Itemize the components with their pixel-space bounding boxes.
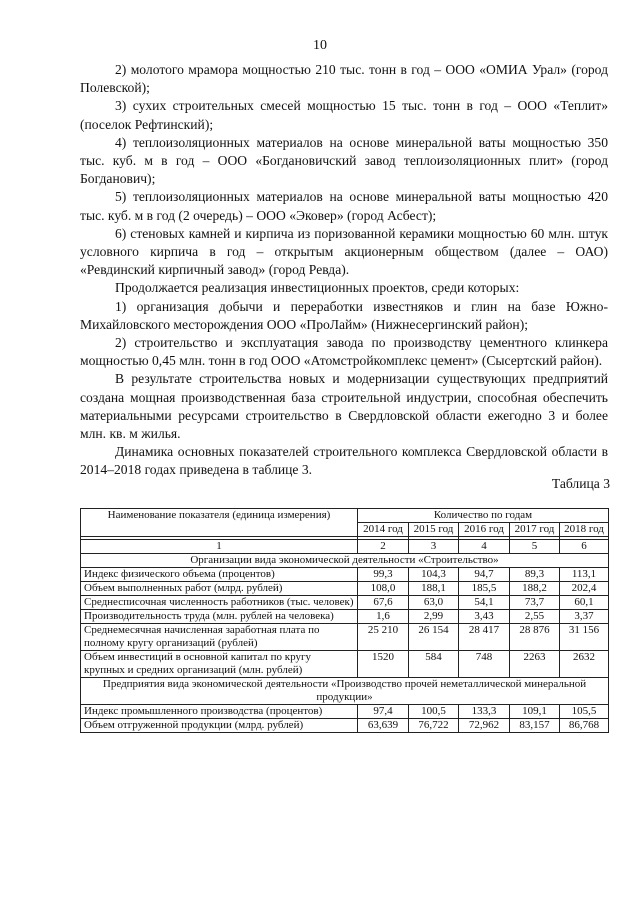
value-cell: 2632 [560,651,609,678]
value-cell: 25 210 [358,624,409,651]
value-cell: 104,3 [409,568,459,582]
value-cell: 108,0 [358,582,409,596]
value-cell: 67,6 [358,596,409,610]
year-cell: 2017 год [510,523,560,537]
paragraph: 2) молотого мрамора мощностью 210 тыс. тонн в год – ООО «ОМИА Урал» (город Полевской); [80,62,608,96]
table-header-row [81,509,609,523]
row-label-cell: Объем инвестиций в основной капитал по кругу крупных и средних организаций (млн. рублей) [81,651,358,678]
column-number-cell: 5 [510,540,560,554]
paragraph: Динамика основных показателей строительного комплекса Свердловской области в 2014–2018 годах приведена в таблице 3. [80,444,608,478]
value-cell: 73,7 [510,596,560,610]
value-cell: 100,5 [409,705,459,719]
value-cell: 3,37 [560,610,609,624]
value-cell: 185,5 [459,582,510,596]
table-row [81,705,609,719]
column-number-cell: 1 [81,540,358,554]
row-label-cell: Объем выполненных работ (млрд. рублей) [81,582,358,596]
value-cell: 584 [409,651,459,678]
section-title-cell: Организации вида экономической деятельности «Строительство» [81,554,609,568]
value-cell: 1520 [358,651,409,678]
body-text [80,61,608,480]
value-cell: 63,639 [358,719,409,733]
value-cell: 2,99 [409,610,459,624]
value-cell: 83,157 [510,719,560,733]
value-cell: 60,1 [560,596,609,610]
value-cell: 202,4 [560,582,609,596]
value-cell: 133,3 [459,705,510,719]
section-title-cell: Предприятия вида экономической деятельности «Производство прочей неметаллической минеральной продукции» [81,678,609,705]
value-cell: 72,962 [459,719,510,733]
paragraph: 1) организация добычи и переработки известняков и глин на базе Южно-Михайловского месторождения ООО «ПроЛайм» (Нижнесергинский район); [80,298,608,332]
table-row [81,568,609,582]
table-row [81,596,609,610]
value-cell: 54,1 [459,596,510,610]
table-column-numbers-row [81,540,609,554]
row-label-cell: Производительность труда (млн. рублей на человека) [81,610,358,624]
value-cell: 76,722 [409,719,459,733]
row-label-cell: Индекс промышленного производства (процентов) [81,705,358,719]
column-number-cell: 6 [560,540,609,554]
column-number-cell: 4 [459,540,510,554]
paragraph: Продолжается реализация инвестиционных проектов, среди которых: [115,280,520,296]
table-caption: Таблица 3 [551,476,610,491]
data-table [80,508,609,733]
value-cell: 28 876 [510,624,560,651]
table-row [81,582,609,596]
value-cell: 1,6 [358,610,409,624]
paragraph: 6) стеновых камней и кирпича из поризованной керамики мощностью 60 млн. штук условного кирпича в год – открытым акционерным обществом (далее – ОАО) «Ревдинский кирпичный завод» (город Ревда). [80,225,608,278]
value-cell: 26 154 [409,624,459,651]
year-cell: 2014 год [358,523,409,537]
column-number-cell: 3 [409,540,459,554]
value-cell: 105,5 [560,705,609,719]
paragraph: В результате строительства новых и модернизации существующих предприятий создана мощная производственная база строительной индустрии, способная обеспечить материальными ресурсами строительство в Свердловской области ежегодно 3 и более млн. кв. м жилья. [80,371,608,442]
value-cell: 2263 [510,651,560,678]
value-cell: 109,1 [510,705,560,719]
value-cell: 97,4 [358,705,409,719]
value-cell: 89,3 [510,568,560,582]
value-cell: 86,768 [560,719,609,733]
paragraph: 3) сухих строительных смесей мощностью 15 тыс. тонн в год – ООО «Теплит» (поселок Рефтинский); [80,98,608,132]
year-cell: 2016 год [459,523,510,537]
value-cell: 2,55 [510,610,560,624]
row-label-cell: Среднесписочная численность работников (тыс. человек) [81,596,358,610]
table-row [81,624,609,651]
table-row [81,651,609,678]
row-label-cell: Индекс физического объема (процентов) [81,568,358,582]
row-label-cell: Среднемесячная начисленная заработная плата по полному кругу организаций (рублей) [81,624,358,651]
value-cell: 63,0 [409,596,459,610]
table-section-row [81,554,609,568]
row-label-cell: Объем отгруженной продукции (млрд. рублей) [81,719,358,733]
value-cell: 188,1 [409,582,459,596]
value-cell: 31 156 [560,624,609,651]
paragraph: 5) теплоизоляционных материалов на основе минеральной ваты мощностью 420 тыс. куб. м в год (2 очередь) – ООО «Эковер» (город Асбест); [80,189,608,223]
value-cell: 3,43 [459,610,510,624]
value-cell: 94,7 [459,568,510,582]
page-number: 10 [313,38,327,53]
value-cell: 748 [459,651,510,678]
paragraph: 2) строительство и эксплуатация завода по производству цементного клинкера мощностью 0,45 млн. тонн в год ООО «Атомстройкомплекс цемент» (Сысертский район). [80,335,608,369]
value-cell: 188,2 [510,582,560,596]
value-cell: 113,1 [560,568,609,582]
year-cell: 2018 год [560,523,609,537]
year-cell: 2015 год [409,523,459,537]
header-name-cell: Наименование показателя (единица измерения) [81,509,358,537]
table-section-row [81,678,609,705]
header-quantity-cell: Количество по годам [358,509,609,523]
table-row [81,610,609,624]
table-row [81,719,609,733]
paragraph: 4) теплоизоляционных материалов на основе минеральной ваты мощностью 350 тыс. куб. м в год – ООО «Богдановичский завод теплоизоляционных плит» (город Богданович); [80,134,608,187]
column-number-cell: 2 [358,540,409,554]
value-cell: 28 417 [459,624,510,651]
value-cell: 99,3 [358,568,409,582]
